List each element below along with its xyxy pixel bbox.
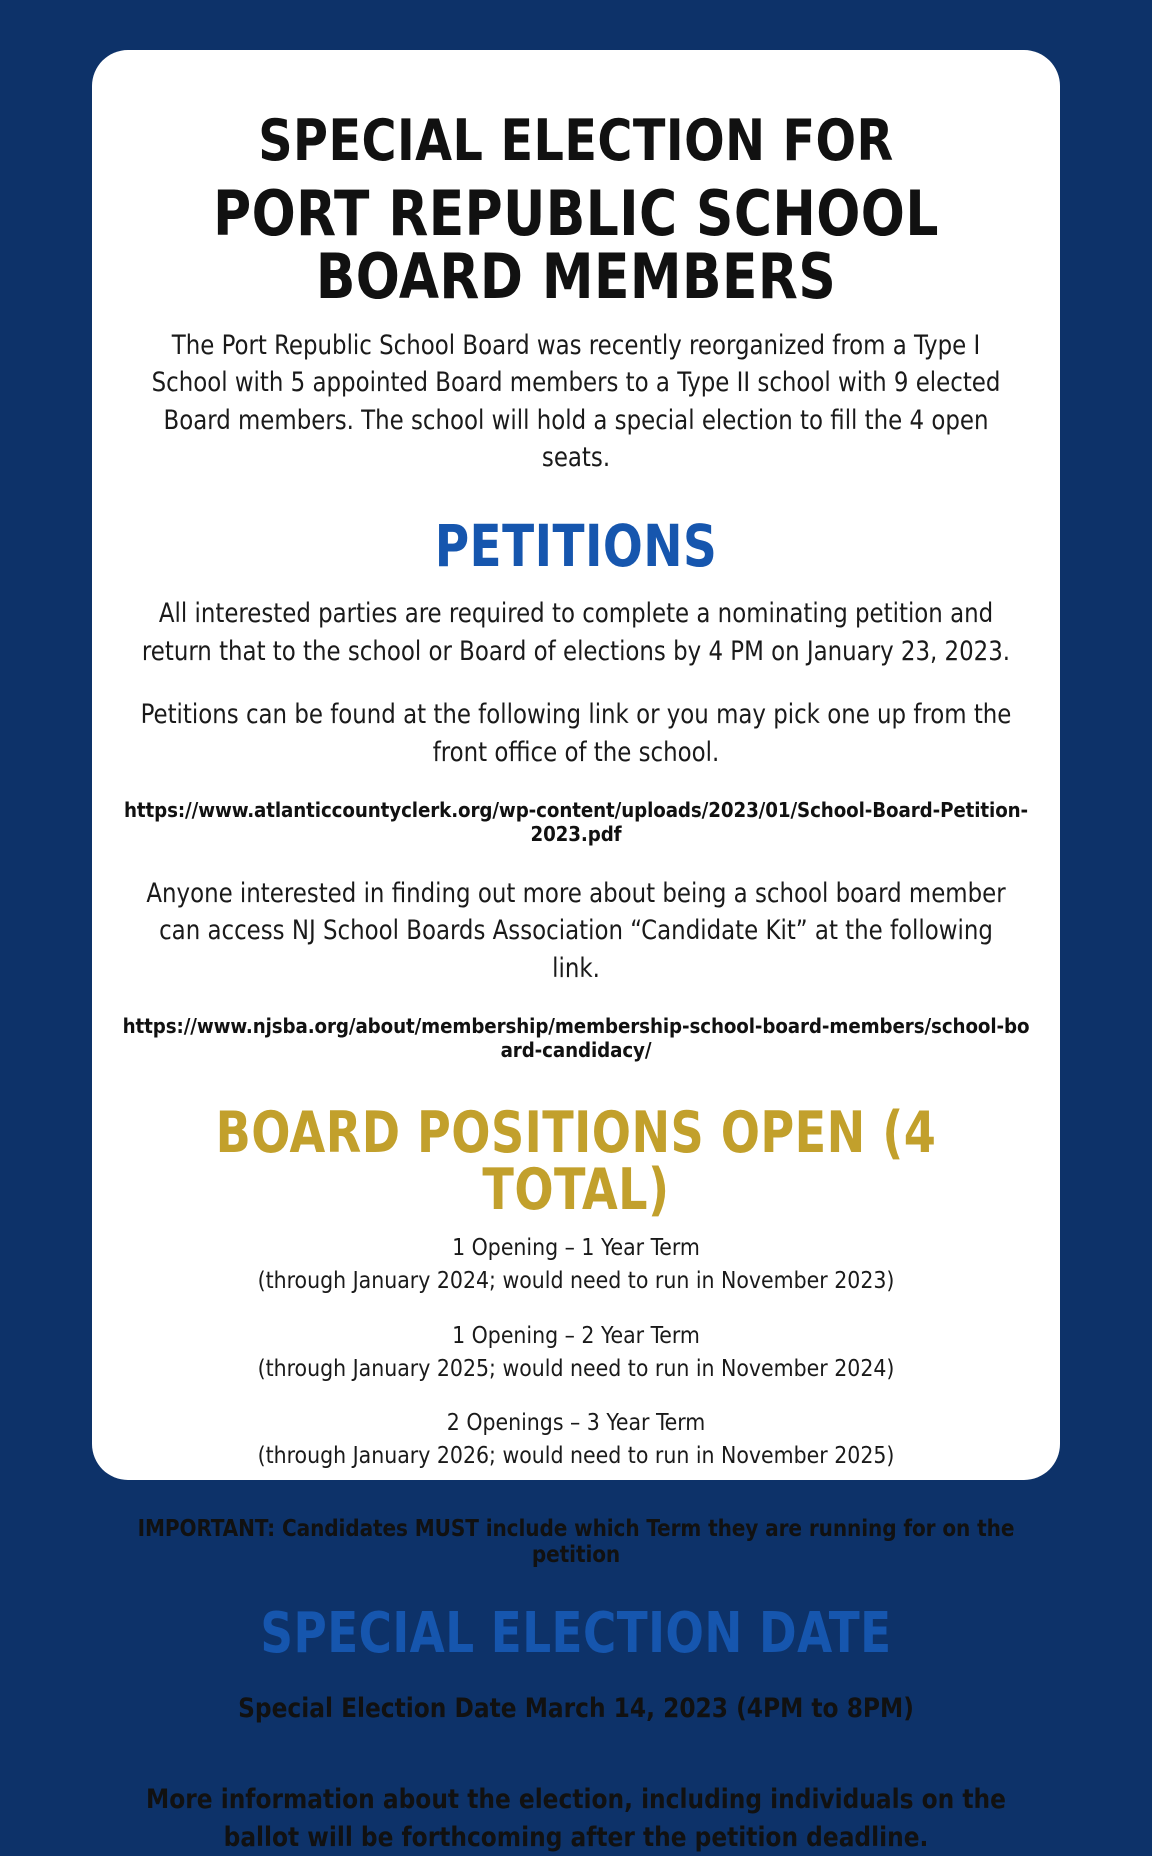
petition-availability-paragraph: Petitions can be found at the following link or you may pick one up from the front office of the school.	[140, 699, 1012, 768]
section-heading-petitions: PETITIONS	[434, 512, 718, 581]
candidate-kit-link[interactable]: https://www.njsba.org/about/membership/membership-school-board-members/school-board-candidacy/	[122, 1013, 1030, 1063]
opening-title: 1 Opening – 2 Year Term	[452, 1320, 700, 1349]
opening-detail: (through January 2024; would need to run in November 2023)	[257, 1265, 895, 1294]
opening-detail: (through January 2025; would need to run in November 2024)	[257, 1353, 895, 1382]
list-item	[114, 1231, 1038, 1297]
petition-pdf-link[interactable]: https://www.atlanticcountyclerk.org/wp-content/uploads/2023/01/School-Board-Petition-2023.pdf	[123, 797, 1029, 847]
election-date-line: Special Election Date March 14, 2023 (4PM to 8PM)	[238, 1693, 914, 1725]
openings-list	[114, 1231, 1038, 1472]
page-title-line-1: SPECIAL ELECTION FOR	[258, 108, 894, 174]
forthcoming-note: More information about the election, including individuals on the ballot will be forthcoming after the petition deadline.	[146, 1784, 1006, 1853]
opening-detail: (through January 2026; would need to run in November 2025)	[257, 1441, 895, 1470]
list-item	[114, 1406, 1038, 1472]
intro-paragraph: The Port Republic School Board was recently reorganized from a Type I School with 5 appointed Board members to a Type II school with 9 elected Board members. The school will hold a special election to fill the 4 open seats.	[151, 329, 1001, 474]
opening-title: 1 Opening – 1 Year Term	[452, 1232, 700, 1261]
section-heading-board-positions: BOARD POSITIONS OPEN (4 TOTAL)	[215, 1099, 937, 1223]
flyer-card	[92, 50, 1060, 1853]
section-heading-special-election-date: SPECIAL ELECTION DATE	[260, 1601, 892, 1667]
important-note: IMPORTANT: Candidates MUST include which Term they are running for on the petition	[137, 1516, 1015, 1569]
candidate-kit-paragraph: Anyone interested in finding out more about being a school board member can access NJ School Boards Association “Candidate Kit” at the following link.	[146, 877, 1006, 985]
list-item	[114, 1319, 1038, 1385]
petition-deadline-paragraph: All interested parties are required to complete a nominating petition and return that to the school or Board of elections by 4 PM on January 23, 2023.	[141, 598, 1011, 667]
opening-title: 2 Openings – 3 Year Term	[446, 1408, 706, 1437]
page-title-line-2: PORT REPUBLIC SCHOOL BOARD MEMBERS	[213, 177, 939, 314]
